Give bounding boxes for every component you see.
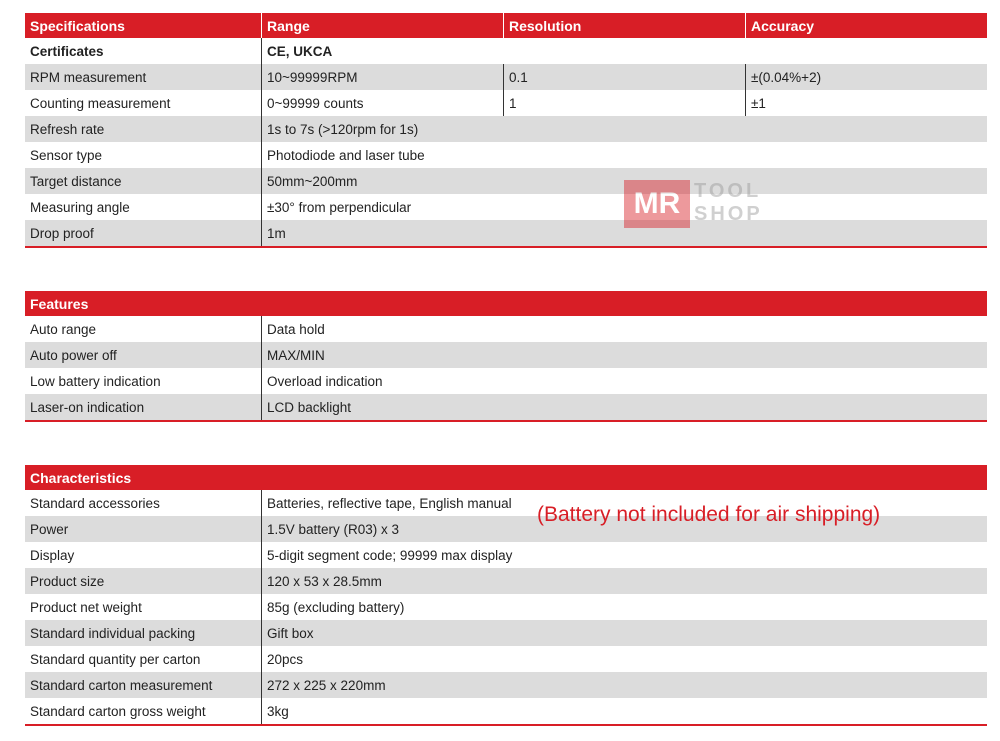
spec-value: 1s to 7s (>120rpm for 1s): [261, 116, 987, 142]
table-row: [25, 90, 987, 116]
char-label: Standard quantity per carton: [30, 651, 201, 667]
certificates-value: CE, UKCA: [261, 38, 987, 64]
spec-value: ±30° from perpendicular: [261, 194, 987, 220]
table-row: [25, 220, 987, 246]
features-table: [25, 291, 987, 422]
feature-item: Data hold: [261, 316, 987, 342]
characteristics-header: [25, 465, 987, 490]
char-label: Standard carton gross weight: [30, 703, 206, 719]
rpm-accuracy: ±(0.04%+2): [745, 64, 987, 90]
counting-resolution: 1: [503, 90, 745, 116]
table-row: [25, 568, 987, 594]
char-label: Product size: [30, 573, 105, 589]
spec-value: Photodiode and laser tube: [261, 142, 987, 168]
spec-label: Sensor type: [30, 147, 103, 163]
features-header: [25, 291, 987, 316]
feature-item: Laser-on indication: [30, 399, 145, 415]
char-label: Display: [30, 547, 75, 563]
feature-item: Low battery indication: [30, 373, 161, 389]
table-row: [25, 368, 987, 394]
feature-item: MAX/MIN: [261, 342, 987, 368]
feature-item: Auto power off: [30, 347, 117, 363]
char-label: Standard carton measurement: [30, 677, 213, 693]
table-row: [25, 342, 987, 368]
char-value: 85g (excluding battery): [261, 594, 987, 620]
watermark-text: [694, 180, 763, 226]
table-row: [25, 620, 987, 646]
spec-label: Measuring angle: [30, 199, 130, 215]
table-row: [25, 64, 987, 90]
header-characteristics: Characteristics: [30, 469, 132, 486]
char-value: 20pcs: [261, 646, 987, 672]
feature-item: Auto range: [30, 321, 97, 337]
table-row: [25, 394, 987, 420]
watermark-line-1: TOOL: [694, 180, 762, 202]
header-features: Features: [30, 295, 89, 312]
table-row: [25, 116, 987, 142]
header-accuracy: Accuracy: [745, 13, 987, 38]
char-label: Power: [30, 521, 69, 537]
char-label: Product net weight: [30, 599, 142, 615]
rpm-resolution: 0.1: [503, 64, 745, 90]
spec-label: Refresh rate: [30, 121, 105, 137]
rpm-range: 10~99999RPM: [261, 64, 503, 90]
table-row: [25, 646, 987, 672]
char-value: Batteries, reflective tape, English manual: [261, 490, 987, 516]
char-value: 3kg: [261, 698, 987, 724]
table-row: [25, 672, 987, 698]
watermark-logo: [624, 180, 792, 228]
header-resolution: Resolution: [503, 13, 745, 38]
header-range: Range: [261, 13, 503, 38]
char-value: Gift box: [261, 620, 987, 646]
feature-item: LCD backlight: [261, 394, 987, 420]
watermark-mr-mark: MR: [624, 180, 690, 228]
table-row: [25, 594, 987, 620]
specifications-header: [25, 13, 987, 38]
table-row: [25, 316, 987, 342]
rpm-label: RPM measurement: [30, 69, 147, 85]
spec-value: 1m: [261, 220, 987, 246]
char-value: 120 x 53 x 28.5mm: [261, 568, 987, 594]
table-row: [25, 38, 987, 64]
table-row: [25, 168, 987, 194]
char-label: Standard individual packing: [30, 625, 196, 641]
char-label: Standard accessories: [30, 495, 160, 511]
char-value: 1.5V battery (R03) x 3: [261, 516, 987, 542]
table-row: [25, 698, 987, 724]
specifications-table: [25, 13, 987, 248]
spec-label: Target distance: [30, 173, 122, 189]
watermark-line-2: SHOP: [694, 203, 763, 225]
table-row: [25, 194, 987, 220]
spec-label: Drop proof: [30, 225, 94, 241]
feature-item: Overload indication: [261, 368, 987, 394]
header-specifications: Specifications: [30, 17, 125, 34]
counting-accuracy: ±1: [745, 90, 987, 116]
certificates-label: Certificates: [30, 43, 104, 59]
table-row: [25, 142, 987, 168]
battery-shipping-note: (Battery not included for air shipping): [537, 503, 881, 526]
counting-label: Counting measurement: [30, 95, 171, 111]
char-value: 272 x 225 x 220mm: [261, 672, 987, 698]
spec-value: 50mm~200mm: [261, 168, 987, 194]
counting-range: 0~99999 counts: [261, 90, 503, 116]
char-value: 5-digit segment code; 99999 max display: [261, 542, 987, 568]
table-row: [25, 542, 987, 568]
